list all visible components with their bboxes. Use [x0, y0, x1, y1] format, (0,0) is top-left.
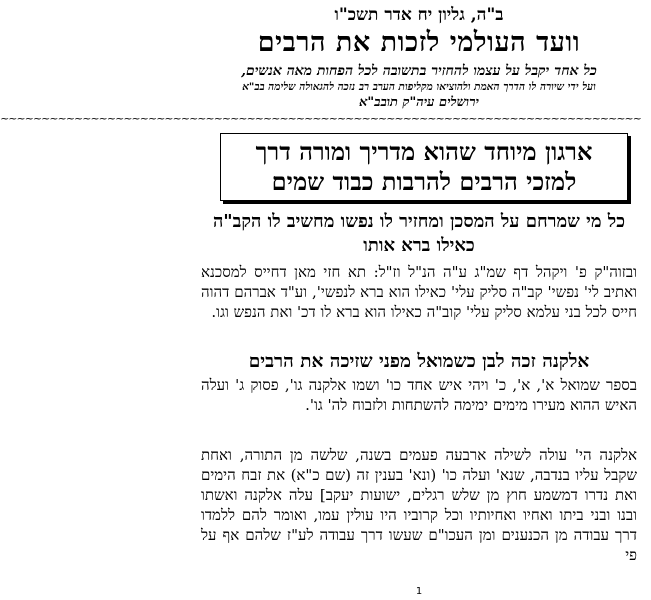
- paragraph-zohar: ובזוה"ק פ' ויקהל דף שמ"ג ע"ה הנ"ל וז"ל: תא חזי מאן דחייס למסכנא ואתיב לי' נפשי' קב"ה סליק עלי' כאילו הוא ברא לנפשי', וע"ד אברהם דהוה חייס לכל בני עלמא סליק עלי' קוב"ה כאילו הוא ברא לו דכ' ואת הנפש וגו.: [201, 263, 637, 321]
- subtitle-line-1: כל אחד יקבל על עצמו להחזיר בתשובה לכל הפחות מאה אנשים,: [241, 63, 597, 79]
- location-line: ירושלים עיה"ק תובב"א: [359, 95, 479, 110]
- page-title: וועד העולמי לזכות את הרבים: [257, 27, 581, 58]
- issue-date-line: ב"ה, גליון יח אדר תשכ"ו: [334, 5, 504, 25]
- box-line-2: למזכי הרבים להרבות כבוד שמים: [271, 167, 577, 196]
- section-heading-2: אלקנה זכה לבן כשמואל מפני שזיכה את הרבים: [248, 351, 590, 372]
- paragraph-elkanah: אלקנה הי' עולה לשילה ארבעה פעמים בשנה, שלשה מן התורה, ואחת שקבל עליו בנדבה, שנא' ועלה כו' (ונא' בענין זה (שם כ"א) את זבח הימים ואת נדרו דמשמע חוץ מן שלש רגלים, ישועות יעקב] עלה אלקנה ואשתו ובנו ובני ביתו ואחיו ואחיותיו וכל קרוביו היו עולין עמו, ואומר להם ללמדו דרך עבודה מן הכנענים ומן העכו"ם שעשו דרך עבודה לע"ז שלהם אף על פי: [201, 446, 637, 564]
- paragraph-shmuel: בספר שמואל א', א', כ' ויהי איש אחד כו' ושמו אלקנה גו', פסוק ג' ועלה האיש ההוא מעירו מימים ימימה להשתחות ולזבוח לה' גו'.: [201, 376, 637, 414]
- tilde-separator: ~~~~~~~~~~~~~~~~~~~~~~~~~~~~~~~~~~~~~~~~~~~~~~~~~~~~~~~~~~~~~~~~~~~~~~~~~~~~~~: [0, 112, 641, 125]
- section-heading-1: כל מי שמרחם על המסכן ומחזיר לו נפשו מחשיב לו הקב"ה כאילו ברא אותו: [212, 211, 626, 256]
- page-number: 1: [415, 586, 423, 597]
- subtitle-line-2: ועל ידי שיורה לו הדרך האמת ולהוציאו מקליפות הערב רב נזכה להגאולה שלימה בב"א: [242, 81, 596, 93]
- highlight-box: [220, 133, 628, 201]
- box-line-1: ארגון מיוחד שהוא מדריך ומורה דרך: [255, 137, 593, 166]
